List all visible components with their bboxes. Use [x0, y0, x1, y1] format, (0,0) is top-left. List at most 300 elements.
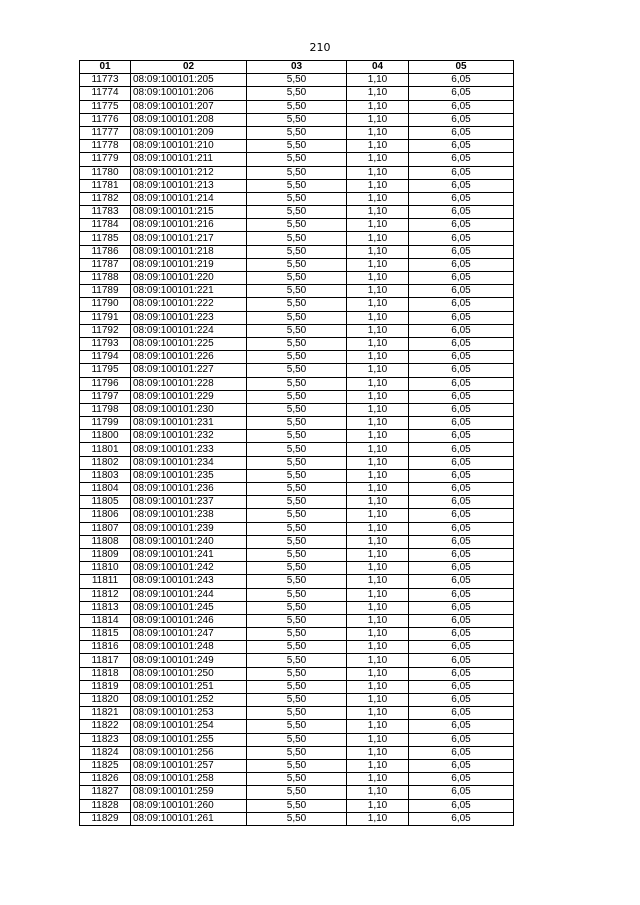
- value-04-cell: 1,10: [347, 258, 409, 271]
- value-05-cell: 6,05: [409, 759, 514, 772]
- value-05-cell: 6,05: [409, 746, 514, 759]
- value-03-cell: 5,50: [247, 469, 347, 482]
- cadastral-code-cell: 08:09:100101:223: [131, 311, 247, 324]
- cadastral-code-cell: 08:09:100101:219: [131, 258, 247, 271]
- table-row: [80, 799, 514, 812]
- column-header-05: 05: [409, 61, 514, 74]
- value-04-cell: 1,10: [347, 100, 409, 113]
- value-04-cell: 1,10: [347, 601, 409, 614]
- value-03-cell: 5,50: [247, 720, 347, 733]
- cadastral-code-cell: 08:09:100101:210: [131, 140, 247, 153]
- cadastral-code-cell: 08:09:100101:258: [131, 773, 247, 786]
- cadastral-code-cell: 08:09:100101:239: [131, 522, 247, 535]
- value-03-cell: 5,50: [247, 364, 347, 377]
- cadastral-code-cell: 08:09:100101:237: [131, 496, 247, 509]
- value-03-cell: 5,50: [247, 100, 347, 113]
- table-row: [80, 628, 514, 641]
- table-row: [80, 140, 514, 153]
- table-row: [80, 667, 514, 680]
- row-id-cell: 11813: [80, 601, 131, 614]
- value-05-cell: 6,05: [409, 272, 514, 285]
- value-04-cell: 1,10: [347, 456, 409, 469]
- value-04-cell: 1,10: [347, 219, 409, 232]
- cadastral-code-cell: 08:09:100101:257: [131, 759, 247, 772]
- table-row: [80, 509, 514, 522]
- table-row: [80, 100, 514, 113]
- row-id-cell: 11821: [80, 707, 131, 720]
- table-row: [80, 707, 514, 720]
- row-id-cell: 11801: [80, 443, 131, 456]
- value-05-cell: 6,05: [409, 153, 514, 166]
- column-header-02: 02: [131, 61, 247, 74]
- table-row: [80, 812, 514, 825]
- value-05-cell: 6,05: [409, 628, 514, 641]
- row-id-cell: 11779: [80, 153, 131, 166]
- value-05-cell: 6,05: [409, 443, 514, 456]
- value-05-cell: 6,05: [409, 258, 514, 271]
- table-row: [80, 337, 514, 350]
- cadastral-code-cell: 08:09:100101:222: [131, 298, 247, 311]
- value-03-cell: 5,50: [247, 179, 347, 192]
- value-04-cell: 1,10: [347, 562, 409, 575]
- table-row: [80, 192, 514, 205]
- table-row: [80, 245, 514, 258]
- cadastral-code-cell: 08:09:100101:217: [131, 232, 247, 245]
- value-04-cell: 1,10: [347, 759, 409, 772]
- cadastral-code-cell: 08:09:100101:225: [131, 337, 247, 350]
- value-04-cell: 1,10: [347, 799, 409, 812]
- column-header-01: 01: [80, 61, 131, 74]
- value-05-cell: 6,05: [409, 694, 514, 707]
- value-03-cell: 5,50: [247, 535, 347, 548]
- value-05-cell: 6,05: [409, 483, 514, 496]
- row-id-cell: 11778: [80, 140, 131, 153]
- value-04-cell: 1,10: [347, 285, 409, 298]
- row-id-cell: 11822: [80, 720, 131, 733]
- value-03-cell: 5,50: [247, 74, 347, 87]
- table-row: [80, 575, 514, 588]
- value-04-cell: 1,10: [347, 786, 409, 799]
- row-id-cell: 11798: [80, 403, 131, 416]
- cadastral-code-cell: 08:09:100101:256: [131, 746, 247, 759]
- value-03-cell: 5,50: [247, 285, 347, 298]
- cadastral-code-cell: 08:09:100101:224: [131, 324, 247, 337]
- value-03-cell: 5,50: [247, 575, 347, 588]
- row-id-cell: 11824: [80, 746, 131, 759]
- value-04-cell: 1,10: [347, 588, 409, 601]
- table-row: [80, 522, 514, 535]
- value-03-cell: 5,50: [247, 694, 347, 707]
- row-id-cell: 11774: [80, 87, 131, 100]
- value-04-cell: 1,10: [347, 746, 409, 759]
- table-row: [80, 456, 514, 469]
- cadastral-code-cell: 08:09:100101:259: [131, 786, 247, 799]
- row-id-cell: 11792: [80, 324, 131, 337]
- row-id-cell: 11807: [80, 522, 131, 535]
- table-body: [80, 74, 514, 826]
- table-row: [80, 324, 514, 337]
- value-03-cell: 5,50: [247, 812, 347, 825]
- table-row: [80, 417, 514, 430]
- table-row: [80, 430, 514, 443]
- page-number: 210: [309, 41, 331, 54]
- value-03-cell: 5,50: [247, 298, 347, 311]
- cadastral-code-cell: 08:09:100101:254: [131, 720, 247, 733]
- table-row: [80, 548, 514, 561]
- cadastral-code-cell: 08:09:100101:212: [131, 166, 247, 179]
- row-id-cell: 11796: [80, 377, 131, 390]
- cadastral-code-cell: 08:09:100101:234: [131, 456, 247, 469]
- value-03-cell: 5,50: [247, 733, 347, 746]
- table-row: [80, 351, 514, 364]
- value-04-cell: 1,10: [347, 522, 409, 535]
- cadastral-code-cell: 08:09:100101:251: [131, 680, 247, 693]
- row-id-cell: 11782: [80, 192, 131, 205]
- row-id-cell: 11805: [80, 496, 131, 509]
- value-04-cell: 1,10: [347, 113, 409, 126]
- row-id-cell: 11814: [80, 614, 131, 627]
- value-04-cell: 1,10: [347, 245, 409, 258]
- value-05-cell: 6,05: [409, 192, 514, 205]
- table-row: [80, 614, 514, 627]
- cadastral-code-cell: 08:09:100101:246: [131, 614, 247, 627]
- value-05-cell: 6,05: [409, 417, 514, 430]
- value-05-cell: 6,05: [409, 548, 514, 561]
- table-row: [80, 232, 514, 245]
- value-05-cell: 6,05: [409, 535, 514, 548]
- value-05-cell: 6,05: [409, 311, 514, 324]
- value-04-cell: 1,10: [347, 535, 409, 548]
- table-row: [80, 311, 514, 324]
- cadastral-code-cell: 08:09:100101:249: [131, 654, 247, 667]
- value-05-cell: 6,05: [409, 509, 514, 522]
- row-id-cell: 11786: [80, 245, 131, 258]
- value-04-cell: 1,10: [347, 192, 409, 205]
- row-id-cell: 11818: [80, 667, 131, 680]
- cadastral-code-cell: 08:09:100101:247: [131, 628, 247, 641]
- table-row: [80, 641, 514, 654]
- table-row: [80, 166, 514, 179]
- cadastral-code-cell: 08:09:100101:243: [131, 575, 247, 588]
- value-05-cell: 6,05: [409, 733, 514, 746]
- value-05-cell: 6,05: [409, 641, 514, 654]
- value-03-cell: 5,50: [247, 799, 347, 812]
- data-table: [79, 60, 514, 826]
- value-05-cell: 6,05: [409, 601, 514, 614]
- value-03-cell: 5,50: [247, 509, 347, 522]
- value-04-cell: 1,10: [347, 443, 409, 456]
- value-03-cell: 5,50: [247, 759, 347, 772]
- value-04-cell: 1,10: [347, 667, 409, 680]
- value-05-cell: 6,05: [409, 667, 514, 680]
- value-05-cell: 6,05: [409, 522, 514, 535]
- column-header-04: 04: [347, 61, 409, 74]
- value-05-cell: 6,05: [409, 456, 514, 469]
- row-id-cell: 11826: [80, 773, 131, 786]
- row-id-cell: 11827: [80, 786, 131, 799]
- row-id-cell: 11783: [80, 206, 131, 219]
- table-row: [80, 206, 514, 219]
- table-row: [80, 601, 514, 614]
- value-04-cell: 1,10: [347, 733, 409, 746]
- value-05-cell: 6,05: [409, 298, 514, 311]
- table-row: [80, 219, 514, 232]
- row-id-cell: 11791: [80, 311, 131, 324]
- value-05-cell: 6,05: [409, 324, 514, 337]
- value-03-cell: 5,50: [247, 628, 347, 641]
- cadastral-code-cell: 08:09:100101:245: [131, 601, 247, 614]
- cadastral-code-cell: 08:09:100101:244: [131, 588, 247, 601]
- value-03-cell: 5,50: [247, 456, 347, 469]
- table-row: [80, 469, 514, 482]
- row-id-cell: 11775: [80, 100, 131, 113]
- value-04-cell: 1,10: [347, 87, 409, 100]
- value-04-cell: 1,10: [347, 311, 409, 324]
- row-id-cell: 11825: [80, 759, 131, 772]
- row-id-cell: 11773: [80, 74, 131, 87]
- value-05-cell: 6,05: [409, 707, 514, 720]
- value-04-cell: 1,10: [347, 74, 409, 87]
- row-id-cell: 11809: [80, 548, 131, 561]
- value-04-cell: 1,10: [347, 641, 409, 654]
- row-id-cell: 11816: [80, 641, 131, 654]
- cadastral-code-cell: 08:09:100101:205: [131, 74, 247, 87]
- value-05-cell: 6,05: [409, 654, 514, 667]
- row-id-cell: 11808: [80, 535, 131, 548]
- table-row: [80, 562, 514, 575]
- row-id-cell: 11795: [80, 364, 131, 377]
- cadastral-code-cell: 08:09:100101:220: [131, 272, 247, 285]
- cadastral-code-cell: 08:09:100101:227: [131, 364, 247, 377]
- cadastral-code-cell: 08:09:100101:221: [131, 285, 247, 298]
- value-03-cell: 5,50: [247, 232, 347, 245]
- value-04-cell: 1,10: [347, 179, 409, 192]
- table-row: [80, 654, 514, 667]
- value-05-cell: 6,05: [409, 588, 514, 601]
- value-03-cell: 5,50: [247, 192, 347, 205]
- value-05-cell: 6,05: [409, 720, 514, 733]
- table-row: [80, 390, 514, 403]
- value-05-cell: 6,05: [409, 377, 514, 390]
- table-row: [80, 443, 514, 456]
- cadastral-code-cell: 08:09:100101:253: [131, 707, 247, 720]
- value-05-cell: 6,05: [409, 680, 514, 693]
- value-03-cell: 5,50: [247, 614, 347, 627]
- value-04-cell: 1,10: [347, 324, 409, 337]
- value-04-cell: 1,10: [347, 707, 409, 720]
- cadastral-code-cell: 08:09:100101:231: [131, 417, 247, 430]
- table-row: [80, 258, 514, 271]
- value-05-cell: 6,05: [409, 614, 514, 627]
- row-id-cell: 11790: [80, 298, 131, 311]
- table-row: [80, 694, 514, 707]
- value-03-cell: 5,50: [247, 417, 347, 430]
- cadastral-code-cell: 08:09:100101:207: [131, 100, 247, 113]
- table-row: [80, 773, 514, 786]
- value-03-cell: 5,50: [247, 641, 347, 654]
- table-row: [80, 403, 514, 416]
- cadastral-code-cell: 08:09:100101:233: [131, 443, 247, 456]
- value-05-cell: 6,05: [409, 364, 514, 377]
- value-05-cell: 6,05: [409, 773, 514, 786]
- cadastral-code-cell: 08:09:100101:213: [131, 179, 247, 192]
- value-04-cell: 1,10: [347, 496, 409, 509]
- value-05-cell: 6,05: [409, 179, 514, 192]
- value-04-cell: 1,10: [347, 272, 409, 285]
- cadastral-code-cell: 08:09:100101:236: [131, 483, 247, 496]
- cadastral-code-cell: 08:09:100101:230: [131, 403, 247, 416]
- value-05-cell: 6,05: [409, 126, 514, 139]
- cadastral-code-cell: 08:09:100101:214: [131, 192, 247, 205]
- row-id-cell: 11811: [80, 575, 131, 588]
- table-row: [80, 126, 514, 139]
- cadastral-code-cell: 08:09:100101:240: [131, 535, 247, 548]
- value-05-cell: 6,05: [409, 74, 514, 87]
- row-id-cell: 11828: [80, 799, 131, 812]
- cadastral-code-cell: 08:09:100101:232: [131, 430, 247, 443]
- value-04-cell: 1,10: [347, 298, 409, 311]
- value-03-cell: 5,50: [247, 258, 347, 271]
- value-03-cell: 5,50: [247, 680, 347, 693]
- value-04-cell: 1,10: [347, 773, 409, 786]
- row-id-cell: 11803: [80, 469, 131, 482]
- value-04-cell: 1,10: [347, 364, 409, 377]
- value-04-cell: 1,10: [347, 614, 409, 627]
- cadastral-code-cell: 08:09:100101:241: [131, 548, 247, 561]
- value-05-cell: 6,05: [409, 100, 514, 113]
- row-id-cell: 11784: [80, 219, 131, 232]
- cadastral-code-cell: 08:09:100101:206: [131, 87, 247, 100]
- value-03-cell: 5,50: [247, 87, 347, 100]
- value-04-cell: 1,10: [347, 575, 409, 588]
- cadastral-code-cell: 08:09:100101:211: [131, 153, 247, 166]
- column-header-03: 03: [247, 61, 347, 74]
- value-05-cell: 6,05: [409, 285, 514, 298]
- cadastral-code-cell: 08:09:100101:255: [131, 733, 247, 746]
- value-04-cell: 1,10: [347, 377, 409, 390]
- cadastral-code-cell: 08:09:100101:238: [131, 509, 247, 522]
- value-03-cell: 5,50: [247, 113, 347, 126]
- value-03-cell: 5,50: [247, 126, 347, 139]
- value-03-cell: 5,50: [247, 153, 347, 166]
- row-id-cell: 11806: [80, 509, 131, 522]
- row-id-cell: 11799: [80, 417, 131, 430]
- row-id-cell: 11810: [80, 562, 131, 575]
- table-row: [80, 285, 514, 298]
- row-id-cell: 11804: [80, 483, 131, 496]
- cadastral-code-cell: 08:09:100101:215: [131, 206, 247, 219]
- value-04-cell: 1,10: [347, 153, 409, 166]
- value-05-cell: 6,05: [409, 786, 514, 799]
- value-04-cell: 1,10: [347, 694, 409, 707]
- value-04-cell: 1,10: [347, 166, 409, 179]
- value-04-cell: 1,10: [347, 232, 409, 245]
- cadastral-code-cell: 08:09:100101:252: [131, 694, 247, 707]
- value-05-cell: 6,05: [409, 496, 514, 509]
- value-03-cell: 5,50: [247, 746, 347, 759]
- cadastral-code-cell: 08:09:100101:260: [131, 799, 247, 812]
- cadastral-code-cell: 08:09:100101:226: [131, 351, 247, 364]
- value-05-cell: 6,05: [409, 812, 514, 825]
- cadastral-code-cell: 08:09:100101:218: [131, 245, 247, 258]
- table-row: [80, 746, 514, 759]
- value-03-cell: 5,50: [247, 443, 347, 456]
- table-row: [80, 483, 514, 496]
- value-04-cell: 1,10: [347, 430, 409, 443]
- row-id-cell: 11794: [80, 351, 131, 364]
- value-03-cell: 5,50: [247, 272, 347, 285]
- table-row: [80, 87, 514, 100]
- row-id-cell: 11815: [80, 628, 131, 641]
- row-id-cell: 11819: [80, 680, 131, 693]
- value-03-cell: 5,50: [247, 786, 347, 799]
- value-03-cell: 5,50: [247, 140, 347, 153]
- value-03-cell: 5,50: [247, 430, 347, 443]
- row-id-cell: 11787: [80, 258, 131, 271]
- value-03-cell: 5,50: [247, 166, 347, 179]
- value-05-cell: 6,05: [409, 206, 514, 219]
- value-04-cell: 1,10: [347, 351, 409, 364]
- value-03-cell: 5,50: [247, 548, 347, 561]
- cadastral-code-cell: 08:09:100101:261: [131, 812, 247, 825]
- value-04-cell: 1,10: [347, 140, 409, 153]
- table-row: [80, 298, 514, 311]
- value-04-cell: 1,10: [347, 417, 409, 430]
- cadastral-code-cell: 08:09:100101:228: [131, 377, 247, 390]
- value-03-cell: 5,50: [247, 206, 347, 219]
- cadastral-code-cell: 08:09:100101:242: [131, 562, 247, 575]
- row-id-cell: 11777: [80, 126, 131, 139]
- value-03-cell: 5,50: [247, 403, 347, 416]
- value-04-cell: 1,10: [347, 720, 409, 733]
- value-04-cell: 1,10: [347, 680, 409, 693]
- value-03-cell: 5,50: [247, 390, 347, 403]
- table-row: [80, 364, 514, 377]
- table-row: [80, 153, 514, 166]
- value-04-cell: 1,10: [347, 337, 409, 350]
- table-row: [80, 588, 514, 601]
- table-row: [80, 179, 514, 192]
- value-04-cell: 1,10: [347, 126, 409, 139]
- value-04-cell: 1,10: [347, 469, 409, 482]
- value-04-cell: 1,10: [347, 812, 409, 825]
- value-05-cell: 6,05: [409, 390, 514, 403]
- value-05-cell: 6,05: [409, 337, 514, 350]
- row-id-cell: 11802: [80, 456, 131, 469]
- value-03-cell: 5,50: [247, 496, 347, 509]
- value-03-cell: 5,50: [247, 377, 347, 390]
- value-05-cell: 6,05: [409, 166, 514, 179]
- value-05-cell: 6,05: [409, 245, 514, 258]
- row-id-cell: 11785: [80, 232, 131, 245]
- table-row: [80, 733, 514, 746]
- value-03-cell: 5,50: [247, 311, 347, 324]
- value-05-cell: 6,05: [409, 219, 514, 232]
- value-05-cell: 6,05: [409, 430, 514, 443]
- cadastral-code-cell: 08:09:100101:250: [131, 667, 247, 680]
- table-row: [80, 720, 514, 733]
- value-03-cell: 5,50: [247, 601, 347, 614]
- cadastral-code-cell: 08:09:100101:209: [131, 126, 247, 139]
- value-03-cell: 5,50: [247, 707, 347, 720]
- row-id-cell: 11793: [80, 337, 131, 350]
- value-04-cell: 1,10: [347, 403, 409, 416]
- row-id-cell: 11781: [80, 179, 131, 192]
- value-04-cell: 1,10: [347, 206, 409, 219]
- value-05-cell: 6,05: [409, 87, 514, 100]
- row-id-cell: 11780: [80, 166, 131, 179]
- cadastral-code-cell: 08:09:100101:208: [131, 113, 247, 126]
